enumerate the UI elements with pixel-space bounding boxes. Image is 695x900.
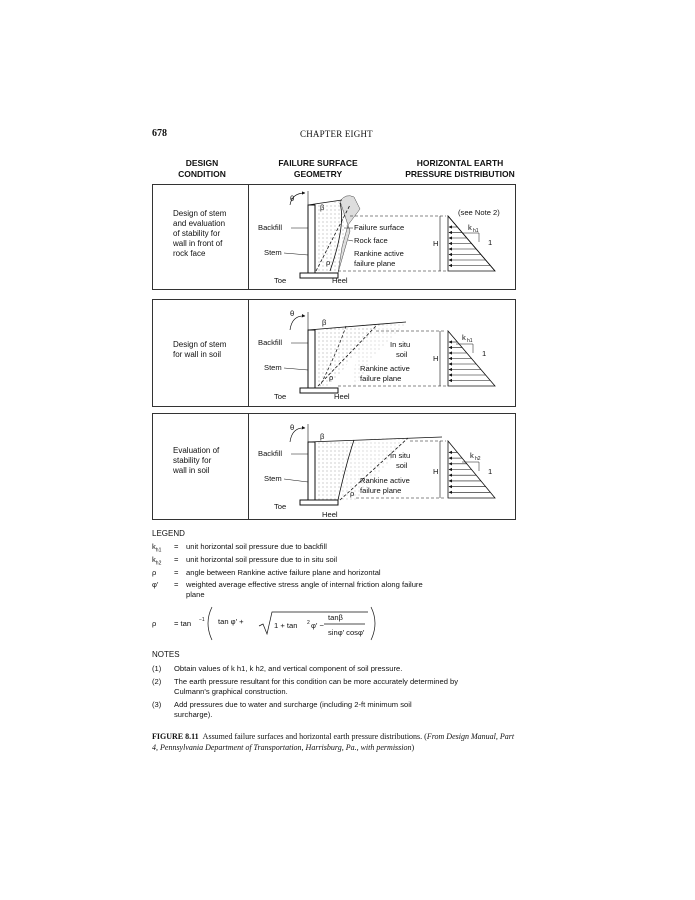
header-line: FAILURE SURFACE <box>278 158 358 168</box>
header-earth-pressure <box>398 158 522 180</box>
theta-arc <box>290 316 305 330</box>
slope-one-label: 1 <box>488 238 493 247</box>
note-number: (2) <box>152 677 162 686</box>
note-text: The earth pressure resultant for this condition can be more accurately determined by Culmann's graphical construction. <box>174 677 459 696</box>
formula-denominator: sinφ′ cosφ′ <box>328 628 365 637</box>
condition-line: rock face <box>173 249 206 258</box>
heel-label: Heel <box>334 392 350 401</box>
legend-text: unit horizontal soil pressure due to backfill <box>186 542 327 551</box>
page-number: 678 <box>152 128 167 139</box>
panel-stability-in-soil <box>152 413 516 520</box>
legend-equals: = <box>174 555 179 564</box>
toe-label: Toe <box>274 502 287 511</box>
panel-rock-face <box>152 184 516 290</box>
h-label: H <box>433 239 439 248</box>
heel-label: Heel <box>332 276 348 285</box>
rankine-label: failure plane <box>360 486 402 495</box>
wall-footing <box>300 388 338 393</box>
beta-label: β <box>320 432 325 441</box>
figure-caption <box>152 731 522 753</box>
condition-line: wall in soil <box>173 466 210 475</box>
legend-title: LEGEND <box>152 529 185 538</box>
note-text: Obtain values of k h1, k h2, and vertical component of soil pressure. <box>174 664 403 673</box>
rankine-label: failure plane <box>360 374 402 383</box>
legend-symbol-main: k <box>152 542 156 551</box>
formula-term1: tan φ′ + <box>218 617 244 626</box>
figure-label: FIGURE 8.11 <box>152 732 199 741</box>
header-line: CONDITION <box>178 169 226 179</box>
wall-stem <box>308 330 315 388</box>
see-note-label: (see Note 2) <box>458 208 500 217</box>
condition-line: and evaluation <box>173 219 226 228</box>
formula-paren-left <box>208 607 212 640</box>
in-situ-label: soil <box>396 350 408 359</box>
header-line: PRESSURE DISTRIBUTION <box>405 169 515 179</box>
header-line: GEOMETRY <box>293 169 343 179</box>
note-number: (3) <box>152 700 162 709</box>
leader-line <box>284 253 308 255</box>
condition-line: wall in front of <box>173 239 223 248</box>
theta-label: θ <box>290 423 295 432</box>
slope-one-label: 1 <box>482 349 487 358</box>
backfill-label: Backfill <box>258 449 283 458</box>
rho-formula <box>152 604 382 642</box>
caption-source: From Design Manual, Part 4, Pennsylvania Department of Transportation, Harrisburg, Pa., with permission <box>152 732 515 752</box>
legend-symbol-sub: h2 <box>155 560 162 567</box>
caption-text: Assumed failure surfaces and horizontal earth pressure distributions. ( <box>202 732 427 741</box>
kh-label: k <box>470 451 474 460</box>
h-label: H <box>433 354 439 363</box>
condition-line: for wall in soil <box>173 350 222 359</box>
formula-root-tail: φ′ − <box>311 621 324 630</box>
leader-line <box>348 240 353 241</box>
toe-label: Toe <box>274 276 287 285</box>
beta-label: β <box>322 318 327 327</box>
beta-label: β <box>320 203 325 212</box>
formula-lhs: ρ <box>152 619 157 628</box>
leader-line <box>284 368 308 370</box>
failure-geometry-diagram <box>250 300 515 406</box>
formula-exp: −1 <box>199 617 205 623</box>
toe-label: Toe <box>274 392 287 401</box>
condition-line: Design of stem <box>173 340 227 349</box>
header-design-condition <box>162 158 242 180</box>
note-number: (1) <box>152 664 162 673</box>
formula-paren-right <box>371 607 375 640</box>
rho-label: ρ <box>326 258 331 267</box>
formula-root-exp: 2 <box>307 620 310 626</box>
legend-equals: = <box>174 542 179 551</box>
legend-symbol-sub: h1 <box>155 547 162 554</box>
backfill-label: Backfill <box>258 223 283 232</box>
chapter-title: CHAPTER EIGHT <box>300 129 373 139</box>
backfill-label: Backfill <box>258 338 283 347</box>
header-line: HORIZONTAL EARTH <box>416 158 504 168</box>
kh-label: k <box>462 333 466 342</box>
wall-stem <box>308 442 315 500</box>
design-condition-text <box>173 209 226 259</box>
formula-root: 1 + tan <box>274 621 298 630</box>
note-text: Add pressures due to water and surcharge (including 2-ft minimum soil surcharge). <box>174 700 412 719</box>
legend-symbol-main: k <box>152 555 156 564</box>
failure-surface-label: Failure surface <box>354 223 405 232</box>
panel-divider <box>248 300 249 406</box>
theta-label: θ <box>290 309 295 318</box>
stem-label: Stem <box>264 363 282 372</box>
failure-geometry-diagram <box>250 414 515 519</box>
formula-numerator: tanβ <box>328 613 343 622</box>
wall-footing <box>300 500 338 505</box>
heel-label: Heel <box>322 510 338 519</box>
theta-label: θ <box>290 194 295 203</box>
kh-subscript: h1 <box>467 338 473 344</box>
slope-one-label: 1 <box>488 467 493 476</box>
header-failure-surface <box>268 158 368 180</box>
kh-subscript: h2 <box>475 456 481 462</box>
in-situ-label: In situ <box>390 340 411 349</box>
rankine-label: Rankine active <box>360 476 410 485</box>
failure-geometry-diagram <box>250 185 515 289</box>
in-situ-label: soil <box>396 461 408 470</box>
legend-text: angle between Rankine active failure plane and horizontal <box>186 568 381 577</box>
design-condition-text <box>173 340 226 360</box>
in-situ-label: In situ <box>390 451 411 460</box>
legend-symbol: ρ <box>152 568 157 577</box>
kh-subscript: h1 <box>473 228 479 234</box>
rock-face-label: Rock face <box>354 236 388 245</box>
h-label: H <box>433 467 439 476</box>
rho-label: ρ <box>350 489 355 498</box>
rankine-label: failure plane <box>354 259 396 268</box>
legend-equals: = <box>174 580 179 589</box>
header-line: DESIGN <box>185 158 219 168</box>
stem-label: Stem <box>264 474 282 483</box>
panel-wall-in-soil <box>152 299 516 407</box>
legend-text: unit horizontal soil pressure due to in situ soil <box>186 555 338 564</box>
rho-label: ρ <box>329 373 334 382</box>
stem-label: Stem <box>264 248 282 257</box>
leader-line <box>284 479 308 482</box>
formula-eq: = tan <box>174 619 192 628</box>
rankine-label: Rankine active <box>354 249 404 258</box>
condition-line: of stability for <box>173 229 221 238</box>
design-condition-text <box>173 446 219 476</box>
wall-stem <box>308 205 315 273</box>
legend-symbol: φ′ <box>152 580 159 589</box>
condition-line: Design of stem <box>173 209 227 218</box>
condition-line: stability for <box>173 456 212 465</box>
legend-text: weighted average effective stress angle of internal friction along failure plane <box>186 580 423 599</box>
condition-line: Evaluation of <box>173 446 220 455</box>
kh-label: k <box>468 223 472 232</box>
panel-divider <box>248 414 249 519</box>
legend-equals: = <box>174 568 179 577</box>
caption-close: ) <box>411 743 415 752</box>
panel-divider <box>248 185 249 289</box>
rankine-label: Rankine active <box>360 364 410 373</box>
notes-title: NOTES <box>152 650 180 659</box>
